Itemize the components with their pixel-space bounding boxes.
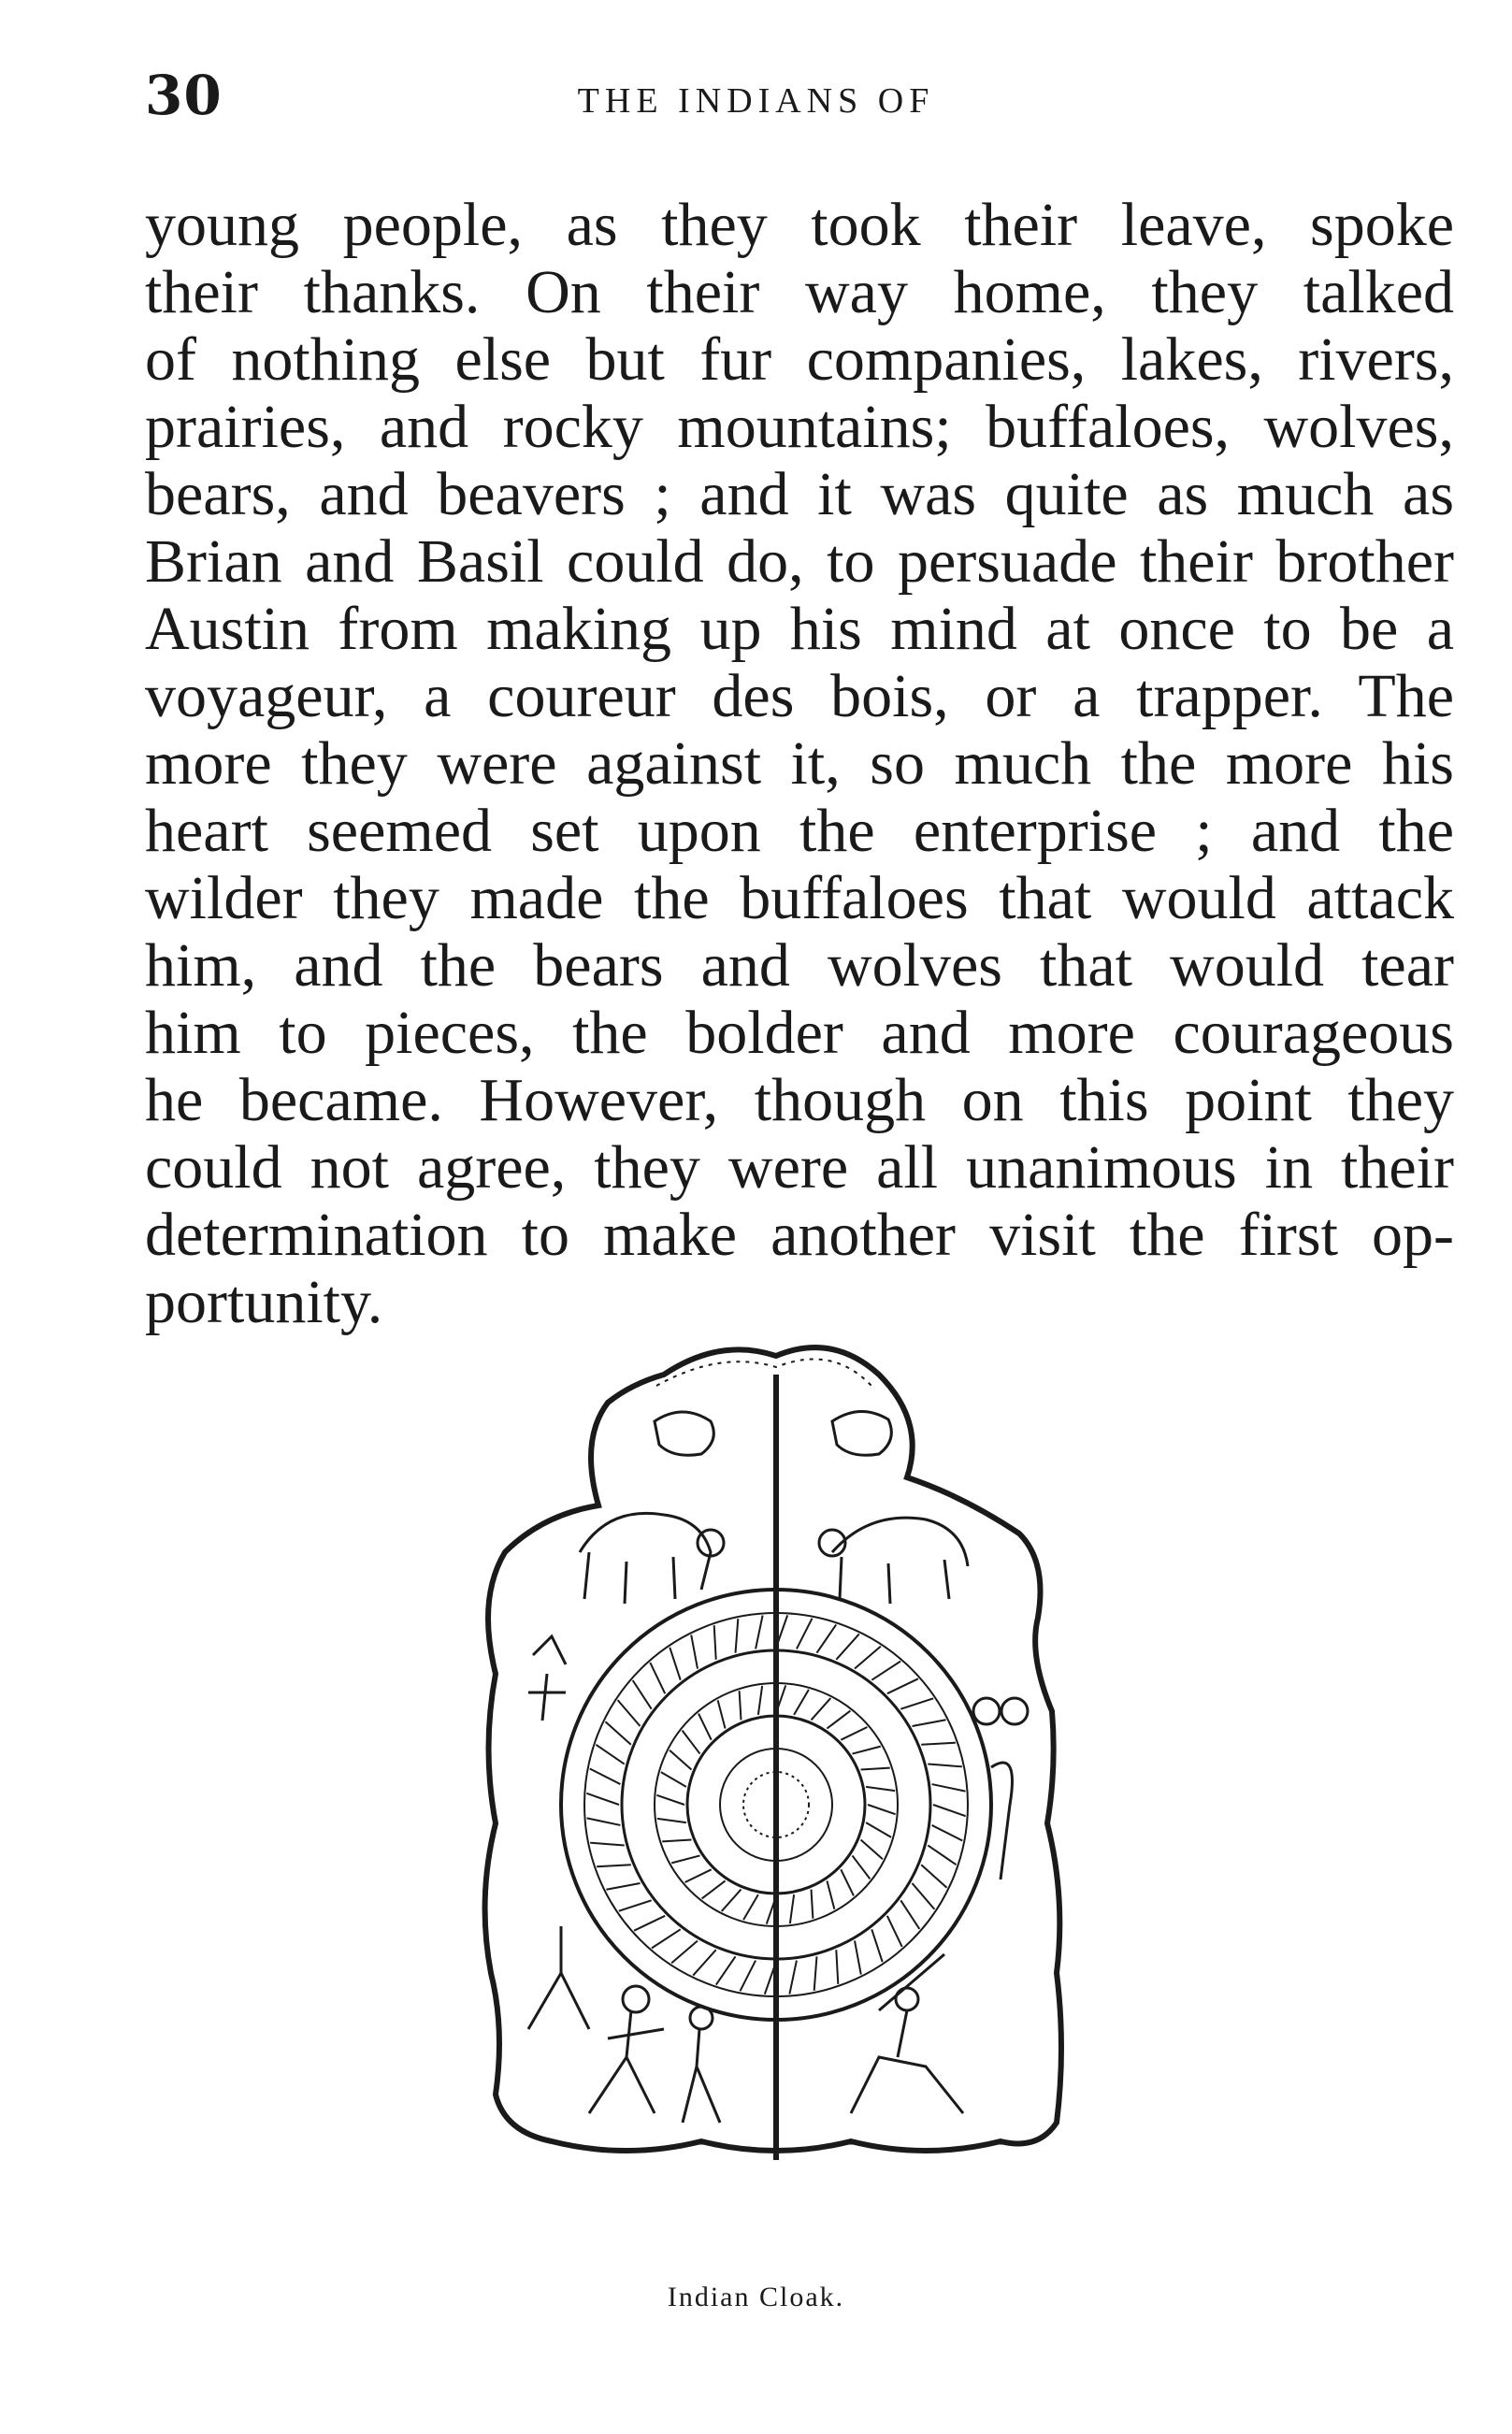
- text-line: voyageur, a coureur des bois, or a trapper. The: [145, 662, 1454, 730]
- inner-ray: [827, 1711, 850, 1729]
- sun-ray: [633, 1680, 652, 1709]
- sun-ray: [605, 1721, 630, 1745]
- sun-ray: [814, 1956, 817, 1991]
- sun-ray: [932, 1825, 963, 1841]
- inner-ray: [812, 1698, 831, 1720]
- text-line: he became. However, though on this point they: [145, 1066, 1454, 1134]
- figures-right-side: [973, 1698, 1028, 1880]
- sun-ray: [921, 1743, 956, 1745]
- sun-ray: [836, 1634, 859, 1659]
- sun-ray: [670, 1648, 680, 1680]
- inner-ray: [671, 1855, 699, 1863]
- text-line: more they were against it, so much the more his: [145, 729, 1454, 798]
- inner-ray: [861, 1840, 883, 1860]
- sun-ray: [586, 1793, 619, 1805]
- text-line: could not agree, they were all unanimous in their: [145, 1133, 1454, 1202]
- sun-ray: [928, 1845, 956, 1865]
- sun-ray: [606, 1883, 640, 1890]
- sun-ray: [618, 1700, 641, 1726]
- sun-ray: [650, 1663, 665, 1693]
- sun-ray: [736, 1619, 739, 1653]
- sun-ray: [932, 1784, 966, 1792]
- sun-ray: [590, 1843, 625, 1846]
- inner-ray: [662, 1840, 691, 1842]
- inner-ray: [656, 1795, 684, 1805]
- inner-ray: [827, 1880, 834, 1908]
- sun-ray: [740, 1961, 756, 1992]
- sun-ray: [714, 1625, 716, 1660]
- sun-ray: [671, 1940, 698, 1963]
- sun-ray: [816, 1624, 836, 1652]
- inner-ray: [670, 1750, 691, 1770]
- sun-ray: [836, 1950, 838, 1984]
- running-head: THE INDIANS OF: [577, 81, 935, 121]
- text-line: bears, and beavers ; and it was quite as much as: [145, 460, 1454, 528]
- body-paragraph: [145, 192, 1454, 1336]
- text-line: Brian and Basil could do, to persuade their brother: [145, 527, 1454, 596]
- page-number: 30: [145, 64, 223, 127]
- sun-ray: [652, 1929, 681, 1948]
- animal-figure-top-left: [655, 1412, 713, 1455]
- inner-ray: [852, 1747, 880, 1754]
- sun-ray: [855, 1647, 881, 1669]
- inner-ray: [657, 1819, 686, 1822]
- inner-ray: [866, 1822, 891, 1837]
- sun-ray: [797, 1619, 813, 1649]
- sun-ray: [693, 1950, 716, 1975]
- inner-ray: [868, 1805, 896, 1814]
- inner-ray: [794, 1690, 809, 1715]
- text-line: young people, as they took their leave, spoke: [145, 191, 1454, 259]
- sun-ray: [900, 1900, 919, 1929]
- sun-ray: [871, 1929, 882, 1962]
- inner-ray: [702, 1880, 726, 1898]
- inner-ray: [661, 1772, 686, 1787]
- text-line: heart seemed set upon the enterprise ; and the: [145, 797, 1454, 865]
- inner-ray: [685, 1869, 712, 1882]
- sun-ray: [871, 1662, 900, 1680]
- text-line: Austin from making up his mind at once to be a: [145, 595, 1454, 663]
- text-line: of nothing else but fur companies, lakes, rivers,: [145, 325, 1454, 394]
- indian-cloak-illustration: [439, 1318, 1113, 2254]
- inner-ray: [812, 1890, 814, 1919]
- sun-ray: [789, 1961, 797, 1995]
- sun-ray: [590, 1768, 621, 1784]
- inner-ray: [758, 1686, 762, 1715]
- text-line: wilder they made the buffaloes that would attack: [145, 864, 1454, 932]
- sun-ray: [921, 1865, 946, 1888]
- sun-ray: [887, 1678, 918, 1693]
- sun-ray: [912, 1883, 934, 1909]
- sun-ray: [928, 1764, 962, 1767]
- inner-ray: [683, 1731, 700, 1754]
- sun-ray: [619, 1900, 652, 1910]
- inner-ray: [743, 1894, 758, 1920]
- sun-ray: [691, 1635, 698, 1668]
- text-line: determination to make another visit the first op-: [145, 1201, 1454, 1269]
- sun-ray: [855, 1940, 861, 1974]
- sun-ray: [933, 1805, 966, 1816]
- buffalo-figure-left: [580, 1513, 724, 1604]
- sun-ray: [912, 1720, 945, 1726]
- animal-figure-top-right: [832, 1411, 891, 1455]
- sun-ray: [634, 1916, 665, 1931]
- text-line: him to pieces, the bolder and more courageous: [145, 999, 1454, 1067]
- figures-left-side: [528, 1636, 589, 2029]
- inner-ray: [861, 1768, 890, 1770]
- figure-caption: Indian Cloak.: [667, 2282, 845, 2312]
- inner-ray: [698, 1714, 712, 1740]
- sun-ray: [587, 1818, 621, 1825]
- sun-ray: [597, 1865, 631, 1866]
- text-line: their thanks. On their way home, they talked: [145, 258, 1454, 326]
- text-line: prairies, and rocky mountains; buffaloes, wolves,: [145, 393, 1454, 461]
- sun-ray: [756, 1616, 763, 1649]
- text-line: portunity.: [145, 1268, 383, 1336]
- sun-ray: [716, 1956, 736, 1984]
- inner-ray: [866, 1787, 895, 1791]
- inner-ray: [718, 1700, 726, 1728]
- inner-ray: [841, 1869, 854, 1895]
- inner-ray: [790, 1894, 794, 1923]
- text-line: him, and the bears and wolves that would tear: [145, 931, 1454, 1000]
- sun-ray: [887, 1916, 902, 1947]
- inner-ray: [722, 1890, 742, 1911]
- buffalo-figure-right: [819, 1518, 968, 1604]
- inner-ray: [740, 1691, 742, 1720]
- inner-ray: [852, 1855, 870, 1879]
- sun-ray: [900, 1698, 933, 1708]
- sun-ray: [596, 1745, 624, 1764]
- inner-ray: [841, 1727, 867, 1740]
